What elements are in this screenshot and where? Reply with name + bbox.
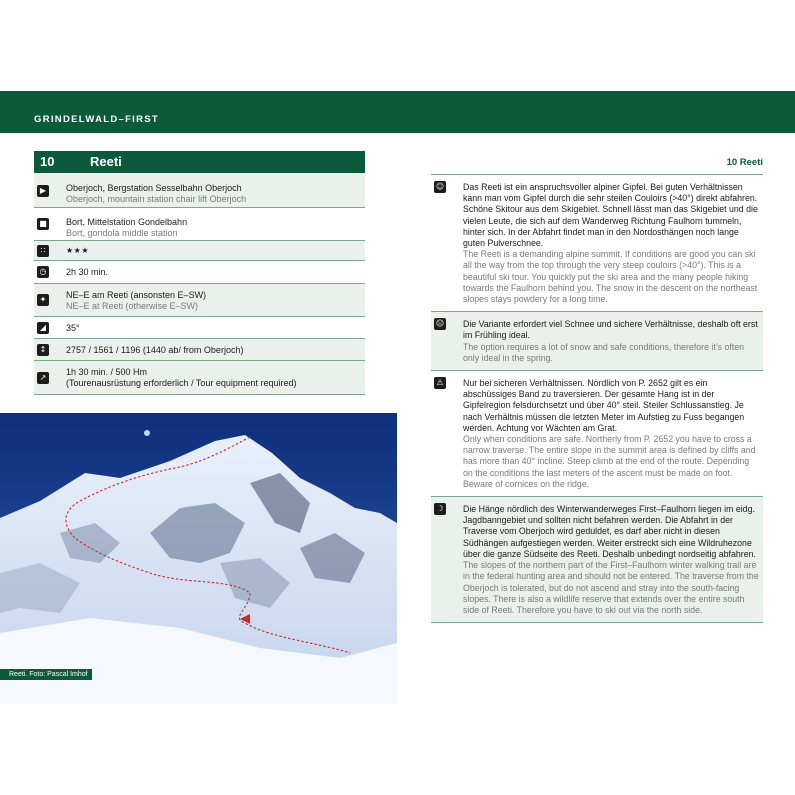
info-row-slope	[34, 317, 365, 339]
altitude-icon: ↕	[37, 344, 49, 356]
exposure-en: NE–E at Reeti (otherwise E–SW)	[66, 301, 199, 311]
desc-positive-en: The Reeti is a demanding alpine summit. If conditions are good you can ski all the way from the top through the very steep couloirs (>40°). This is a beautiful ski tour. You quickly put the ski area and the many people hiking towards the Faulhorn behind you. The snow in the descent on the northeast slopes stays powdery for a long time.	[463, 249, 758, 305]
warning-icon: ⚠	[434, 377, 446, 389]
desc-warning-en: Only when conditions are safe. Northerly from P. 2652 you have to cross a narrow traverse. The entire slope in the summit area is defined by cliffs and has more than 40° incline. Steep climb at the end of the route. Depending on the conditions the last meters of the ascent must be made on foot. Beware of cornices on the ridge.	[463, 434, 756, 489]
info-row-exposure	[34, 284, 365, 317]
smiley-icon: ☺	[435, 182, 445, 191]
end-icon: ■	[37, 218, 49, 230]
tour-title-bar	[34, 151, 365, 173]
frown-icon: ☹	[435, 319, 445, 329]
desc-row-negative	[431, 312, 763, 371]
tour-name: Reeti	[90, 154, 122, 169]
info-row-difficulty	[34, 241, 365, 261]
desc-row-wildlife	[431, 497, 763, 623]
mountain-illustration	[0, 413, 397, 704]
description-table	[431, 174, 763, 623]
desc-row-positive	[431, 175, 763, 312]
desc-positive-de: Das Reeti ist ein anspruchsvoller alpiner Gipfel. Bei guten Verhältnissen kann man vom Gipfel durch die sehr steilen Couloirs (>40°) direkt abfahren. Schöne Skitour aus dem Skigebiet. Schnell lässt man das Skigebiet und die vielen Leute, die sich auf dem Wanderweg Richtung Faulhorn tummeln, hinter sich. In der Abfahrt findet man in den Nordosthängen noch lange guten Pulverschnee.	[463, 182, 758, 249]
tour-info-table	[34, 174, 365, 395]
start-de: Oberjoch, Bergstation Sesselbahn Oberjoch	[66, 183, 242, 193]
slope-icon: ◢	[37, 322, 49, 334]
difficulty-icon: ∷	[37, 245, 49, 257]
info-row-duration	[34, 261, 365, 284]
altitude-text: 2757 / 1561 / 1196 (1440 ab/ from Oberjoch)	[66, 345, 244, 355]
end-en: Bort, gondola middle station	[66, 228, 178, 238]
desc-wildlife-de: Die Hänge nördlich des Winterwanderweges First–Faulhorn liegen im eidg. Jagdbanngebiet und sollten nicht befahren werden. Die Abfahrt in der Traverse vom Oberjoch wird geduldet, es darf aber nicht in diesen Südhängen aufgestiegen werden. Weiter erstreckt sich eine Wildruhezone über die ganze Südseite des Reeti. Deshalb unbedingt nordseitig abfahren.	[463, 504, 756, 559]
desc-negative-de: Die Variante erfordert viel Schnee und sichere Verhältnisse, deshalb oft erst im Frühling ideal.	[463, 319, 758, 341]
desc-wildlife-en: The slopes of the northern part of the First–Faulhorn winter walking trail are in the federal hunting area and should not be entered. The traverse from the Oberjoch is tolerated, but do not ascend and stray into the south-facing slopes. There is also a wildlife reserve that extends over the entire south side of Reeti. Therefore you have to ski out via the north side.	[463, 560, 759, 615]
compass-icon: ✦	[37, 294, 49, 306]
clock-icon: ◷	[37, 266, 49, 278]
desc-row-warning	[431, 371, 763, 497]
photo-caption: Reeti. Foto: Pascal Imhof	[0, 669, 92, 680]
info-row-start	[34, 174, 365, 208]
desc-warning-de: Nur bei sicheren Verhältnissen. Nördlich von P. 2652 gilt es ein abschüssiges Band zu traversieren. Der gesamte Hang ist in der Gipfelregion felsdurchsetzt und über 40° steil. Steiler Schlussanstieg. Je nach Verhältnis müssen die letzten Meter im Aufstieg zu Fuss begangen werden. Achtung vor Wächten am Grat.	[463, 378, 745, 433]
start-icon: ▶	[37, 185, 49, 197]
region-title: GRINDELWALD–FIRST	[34, 114, 160, 125]
mountain-photo	[0, 413, 397, 704]
exposure-de: NE–E am Reeti (ansonsten E–SW)	[66, 290, 207, 300]
duration-text: 2h 30 min.	[66, 267, 109, 277]
moon-shape	[144, 430, 150, 436]
ascent-text: 1h 30 min. / 500 Hm	[66, 367, 148, 377]
moon-icon: ☽	[434, 503, 446, 515]
start-en: Oberjoch, mountain station chair lift Oberjoch	[66, 194, 247, 204]
info-row-ascent	[34, 361, 365, 395]
tour-number: 10	[40, 154, 55, 169]
page-reference: 10 Reeti	[726, 157, 763, 168]
info-row-end	[34, 208, 365, 241]
ascent-icon: ↗	[37, 372, 49, 384]
section-header-bar	[0, 91, 795, 133]
slope-text: 35°	[66, 323, 80, 333]
info-row-altitude	[34, 339, 365, 361]
difficulty-rating: ★★★	[66, 246, 90, 255]
equipment-note: (Tourenausrüstung erforderlich / Tour equipment required)	[66, 378, 297, 388]
end-de: Bort, Mittelstation Gondelbahn	[66, 217, 188, 227]
desc-negative-en: The option requires a lot of snow and safe conditions, therefore it’s often only ideal in the spring.	[463, 341, 745, 363]
